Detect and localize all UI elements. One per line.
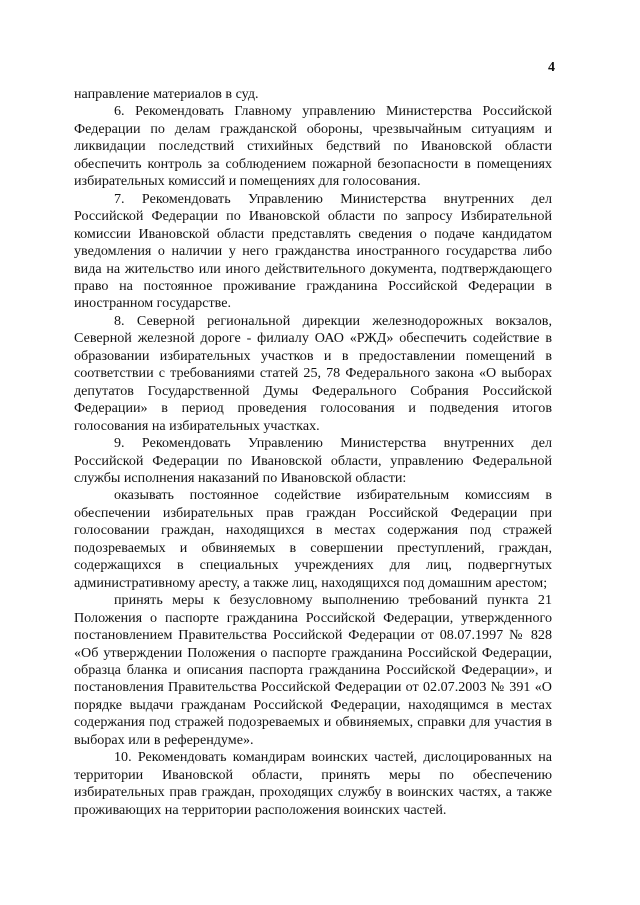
paragraph-item-9: 9. Рекомендовать Управлению Министерства внутренних дел Российской Федерации по Ивановской области, управлению Федеральной службы исполнения наказаний по Ивановской области:	[74, 435, 552, 486]
paragraph-item-8: 8. Северной региональной дирекции железнодорожных вокзалов, Северной железной дороге - филиалу ОАО «РЖД» обеспечить содействие в образовании избирательных участков и в предоставлении помещений в соответствии с требованиями статей 25, 78 Федерального закона «О выборах депутатов Государственной Думы Федерального Собрания Российской Федерации» в период проведения голосования и подведения итогов голосования на избирательных участках.	[74, 312, 552, 434]
paragraph-item-7: 7. Рекомендовать Управлению Министерства внутренних дел Российской Федерации по Ивановской области по запросу Избирательной комиссии Ивановской области представлять сведения о подаче кандидатом уведомления о наличии у него гражданства иностранного государства либо вида на жительство или иного действительного документа, подтверждающего право на постоянное проживание гражданина Российской Федерации в иностранном государстве.	[74, 190, 552, 312]
document-body	[74, 86, 552, 819]
paragraph-item-9-sub-1: оказывать постоянное содействие избирательным комиссиям в обеспечении избирательных прав граждан Российской Федерации при голосовании граждан, находящихся в местах содержания под стражей подозреваемых и обвиняемых в совершении преступлений, граждан, содержащихся в специальных учреждениях для лиц, подвергнутых административному аресту, а также лиц, находящихся под домашним арестом;	[74, 487, 552, 591]
page-number: 4	[548, 60, 555, 75]
paragraph-item-6: 6. Рекомендовать Главному управлению Министерства Российской Федерации по делам гражданской обороны, чрезвычайным ситуациям и ликвидации последствий стихийных бедствий по Ивановской области обеспечить контроль за соблюдением пожарной безопасности в помещениях избирательных комиссий и помещениях для голосования.	[74, 103, 552, 190]
paragraph-continuation: направление материалов в суд.	[74, 86, 259, 102]
paragraph-item-9-sub-2: принять меры к безусловному выполнению требований пункта 21 Положения о паспорте гражданина Российской Федерации, утвержденного постановлением Правительства Российской Федерации от 08.07.1997 № 828 «Об утверждении Положения о паспорте гражданина Российской Федерации, образца бланка и описания паспорта гражданина Российской Федерации», и постановления Правительства Российской Федерации от 02.07.2003 № 391 «О порядке выдачи гражданам Российской Федерации, находящимся в местах содержания под стражей подозреваемых и обвиняемых, справки для участия в выборах или в референдуме».	[74, 592, 552, 748]
paragraph-item-10: 10. Рекомендовать командирам воинских частей, дислоцированных на территории Ивановской области, принять меры по обеспечению избирательных прав граждан, проходящих службу в воинских частях, а также проживающих на территории расположения воинских частей.	[74, 749, 552, 818]
